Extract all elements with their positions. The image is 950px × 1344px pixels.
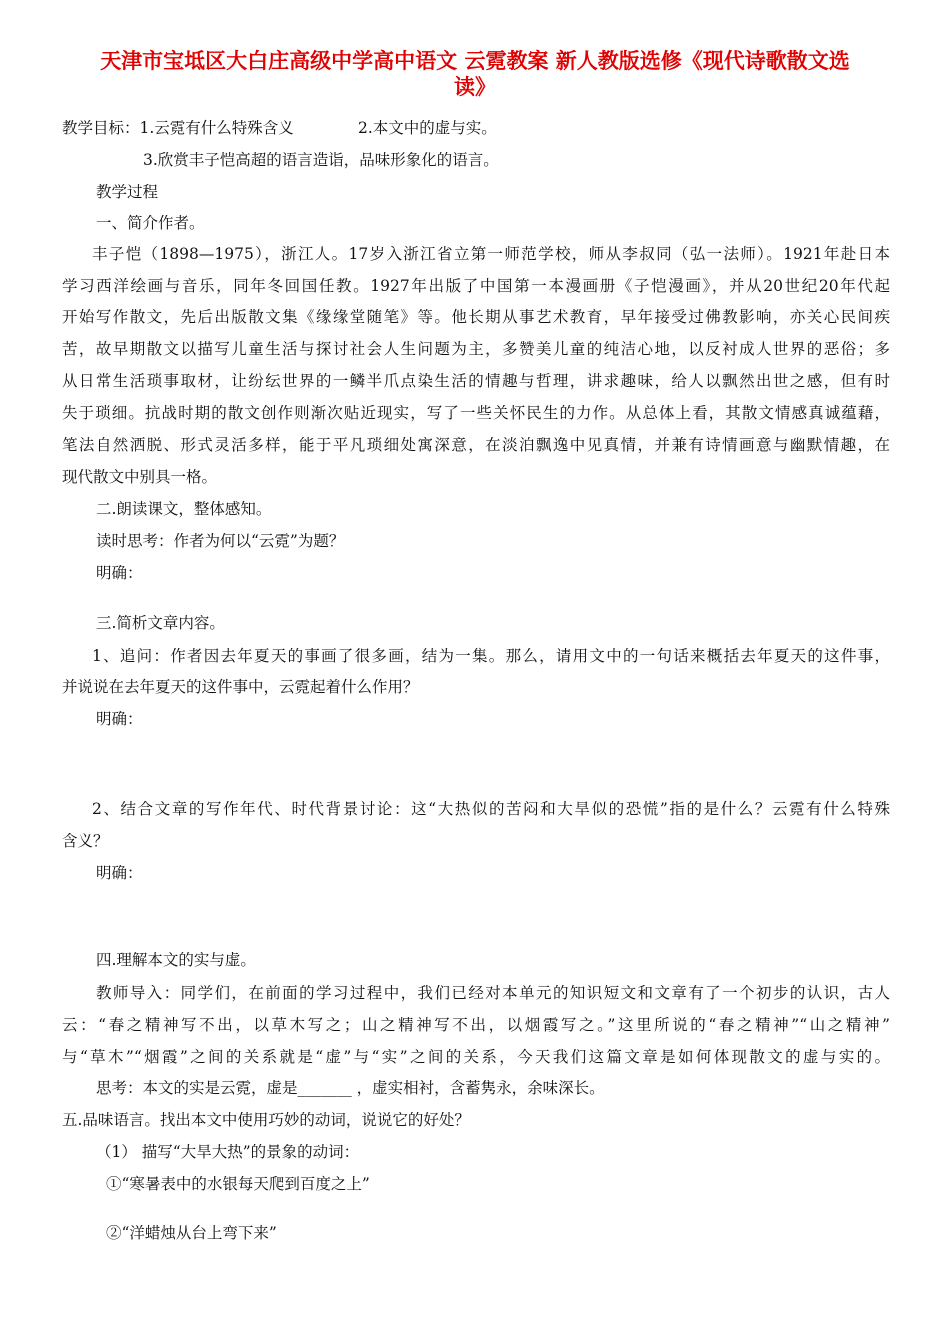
section-2-heading: 二.朗读课文，整体感知。 <box>96 500 272 518</box>
author-bio-line: 笔法自然洒脱、形式灵活多样，能于平凡琐细处寓深意，在淡泊飘逸中见真情，并兼有诗情画意与幽默情趣，在 <box>62 436 890 454</box>
author-bio-line: 苦，故早期散文以描写儿童生活与探讨社会人生问题为主，多赞美儿童的纯洁心地，以反衬成人世界的恶俗；多 <box>62 340 890 358</box>
section-2-clear: 明确： <box>96 564 143 582</box>
document-title-line-1: 天津市宝坻区大白庄高级中学高中语文 云霓教案 新人教版选修《现代诗歌散文选 <box>100 48 850 73</box>
section-3-heading: 三.简析文章内容。 <box>96 614 225 632</box>
section-4-think: 思考：本文的实是云霓，虚是_______ ，虚实相衬，含蓄隽永，余味深长。 <box>96 1079 605 1097</box>
author-bio-line: 现代散文中别具一格。 <box>62 468 218 486</box>
question-1-line-2: 并说说在去年夏天的这件事中，云霓起着什么作用？ <box>62 678 419 696</box>
section-5-item-1: ①“寒暑表中的水银每天爬到百度之上” <box>106 1175 370 1193</box>
section-5-sub-1: （1） 描写“大旱大热”的景象的动词： <box>96 1143 360 1161</box>
question-2-line-1: 2、结合文章的写作年代、时代背景讨论：这“大热似的苦闷和大旱似的恐慌”指的是什么？云霓有什么特殊 <box>92 800 890 818</box>
author-bio-line: 丰子恺（1898—1975），浙江人。17岁入浙江省立第一师范学校，师从李叔同（弘一法师）。1921年赴日本 <box>92 245 890 263</box>
question-1-line-1: 1、追问：作者因去年夏天的事画了很多画，结为一集。那么，请用文中的一句话来概括去年夏天的这件事， <box>92 647 890 665</box>
section-4-intro-line-1: 教师导入：同学们，在前面的学习过程中，我们已经对本单元的知识短文和文章有了一个初步的认识，古人 <box>96 984 890 1002</box>
teaching-goals-1: 教学目标：1.云霓有什么特殊含义 <box>62 119 294 137</box>
section-4-heading: 四.理解本文的实与虚。 <box>96 951 256 969</box>
author-bio-line: 学习西洋绘画与音乐，同年冬回国任教。1927年出版了中国第一本漫画册《子恺漫画》，并从20世纪20年代起 <box>62 277 890 295</box>
section-2-think: 读时思考：作者为何以“云霓”为题？ <box>96 532 345 550</box>
section-5-item-2: ②“洋蜡烛从台上弯下来” <box>106 1224 277 1242</box>
teaching-goals-3: 3.欣赏丰子恺高超的语言造诣，品味形象化的语言。 <box>143 151 499 169</box>
section-1-heading: 一、简介作者。 <box>96 214 205 232</box>
question-1-clear: 明确： <box>96 710 143 728</box>
section-4-intro-line-3: 与“草木”“烟霞”之间的关系就是“虚”与“实”之间的关系，今天我们这篇文章是如何体现散文的虚与实的。 <box>62 1048 890 1066</box>
author-bio-line: 从日常生活琐事取材，让纷纭世界的一鳞半爪点染生活的情趣与哲理，讲求趣味，给人以飘然出世之感，但有时 <box>62 372 890 390</box>
question-2-clear: 明确： <box>96 864 143 882</box>
process-heading: 教学过程 <box>96 183 159 201</box>
document-title-line-2: 读》 <box>454 74 496 99</box>
teaching-goals-2: 2.本文中的虚与实。 <box>358 119 497 137</box>
author-bio-line: 失于琐细。抗战时期的散文创作则渐次贴近现实，写了一些关怀民生的力作。从总体上看，其散文情感真诚蕴藉， <box>62 404 890 422</box>
question-2-line-2: 含义？ <box>62 832 109 850</box>
section-5-heading: 五.品味语言。找出本文中使用巧妙的动词，说说它的好处？ <box>62 1111 470 1129</box>
author-bio-line: 开始写作散文，先后出版散文集《缘缘堂随笔》等。他长期从事艺术教育，早年接受过佛教影响，亦关心民间疾 <box>62 308 890 326</box>
section-4-intro-line-2: 云：“春之精神写不出，以草木写之；山之精神写不出，以烟霞写之。”这里所说的“春之精神”“山之精神” <box>62 1016 890 1034</box>
